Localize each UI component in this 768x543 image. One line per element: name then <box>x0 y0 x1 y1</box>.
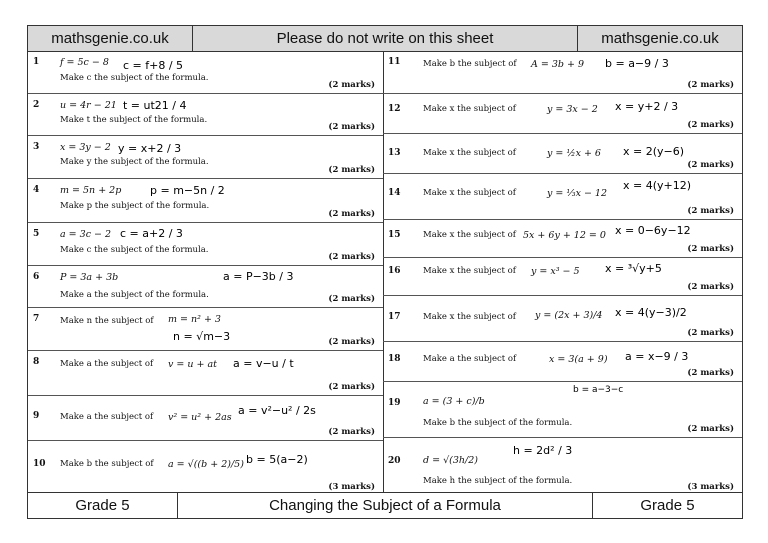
question-marks: (2 marks) <box>687 160 734 170</box>
handwritten-answer: a = x−9 / 3 <box>625 350 689 363</box>
question-text: Make y the subject of the formula. <box>60 157 209 167</box>
question-8 <box>28 351 383 396</box>
question-number: 10 <box>33 459 46 469</box>
question-formula: f = 5c − 8 <box>60 57 109 68</box>
question-text: Make c the subject of the formula. <box>60 73 209 83</box>
handwritten-answer: c = a+2 / 3 <box>120 227 183 240</box>
question-marks: (2 marks) <box>687 368 734 378</box>
question-formula: P = 3a + 3b <box>60 272 119 283</box>
question-text: Make h the subject of the formula. <box>423 476 573 486</box>
question-17 <box>383 296 742 342</box>
question-15 <box>383 220 742 258</box>
question-text: Make x the subject of <box>423 188 516 198</box>
question-formula: m = 5n + 2p <box>60 185 122 196</box>
question-number: 12 <box>388 104 401 114</box>
handwritten-answer: a = v−u / t <box>233 357 294 370</box>
question-text: Make b the subject of <box>60 459 154 469</box>
handwritten-answer: x = 4(y+12) <box>623 179 692 192</box>
question-formula: v = u + at <box>168 359 217 370</box>
question-3 <box>28 136 383 179</box>
question-number: 6 <box>33 272 40 282</box>
worksheet <box>27 25 743 519</box>
question-formula: 5x + 6y + 12 = 0 <box>523 230 606 241</box>
handwritten-answer: y = x+2 / 3 <box>118 142 182 155</box>
footer-grade-left: Grade 5 <box>28 493 178 518</box>
question-text: Make n the subject of <box>60 316 154 326</box>
question-2 <box>28 94 383 136</box>
question-formula: A = 3b + 9 <box>531 59 585 70</box>
handwritten-answer: c = f+8 / 5 <box>123 59 184 72</box>
question-text: Make t the subject of the formula. <box>60 115 208 125</box>
question-number: 19 <box>388 398 401 408</box>
header-site-left: mathsgenie.co.uk <box>28 26 193 51</box>
question-marks: (2 marks) <box>687 244 734 254</box>
handwritten-answer: x = ³√y+5 <box>605 262 662 275</box>
question-formula: x = 3(a + 9) <box>549 354 608 365</box>
question-formula: d = √(3h/2) <box>423 455 478 466</box>
handwritten-answer: b = a−9 / 3 <box>605 57 669 70</box>
question-marks: (2 marks) <box>328 122 375 132</box>
question-marks: (2 marks) <box>687 120 734 130</box>
question-number: 11 <box>388 57 401 67</box>
question-number: 3 <box>33 142 40 152</box>
question-number: 18 <box>388 354 401 364</box>
question-marks: (2 marks) <box>687 424 734 434</box>
question-18 <box>383 342 742 382</box>
question-text: Make x the subject of <box>423 104 516 114</box>
question-marks: (2 marks) <box>328 252 375 262</box>
question-formula: y = x³ − 5 <box>531 266 580 277</box>
question-number: 2 <box>33 100 40 110</box>
question-number: 17 <box>388 312 401 322</box>
question-number: 16 <box>388 266 401 276</box>
handwritten-answer: x = 2(y−6) <box>623 145 685 158</box>
question-formula: y = ⅓x − 12 <box>547 188 608 199</box>
question-number: 20 <box>388 456 401 466</box>
footer-topic: Changing the Subject of a Formula <box>178 493 593 518</box>
question-7 <box>28 308 383 351</box>
footer-bar <box>28 492 742 518</box>
header-bar <box>28 26 742 52</box>
question-formula: x = 3y − 2 <box>60 142 111 153</box>
question-10 <box>28 441 383 495</box>
question-marks: (2 marks) <box>328 382 375 392</box>
question-formula: a = (3 + c)/b <box>423 396 485 407</box>
question-formula: y = 3x − 2 <box>547 104 598 115</box>
question-formula: v² = u² + 2as <box>168 412 232 423</box>
question-14 <box>383 174 742 220</box>
question-marks: (2 marks) <box>328 337 375 347</box>
question-formula: a = √((b + 2)/5) <box>168 459 244 470</box>
question-20 <box>383 438 742 495</box>
handwritten-answer: h = 2d² / 3 <box>513 444 573 457</box>
handwritten-answer: x = y+2 / 3 <box>615 100 679 113</box>
question-5 <box>28 223 383 266</box>
question-1 <box>28 51 383 94</box>
question-formula: u = 4r − 21 <box>60 100 117 111</box>
question-number: 15 <box>388 230 401 240</box>
handwritten-answer: b = a−3−c <box>573 385 624 395</box>
header-warning: Please do not write on this sheet <box>193 26 578 51</box>
question-text: Make x the subject of <box>423 148 516 158</box>
question-text: Make p the subject of the formula. <box>60 201 210 211</box>
question-19 <box>383 382 742 438</box>
question-13 <box>383 134 742 174</box>
question-formula: a = 3c − 2 <box>60 229 112 240</box>
question-number: 4 <box>33 185 40 195</box>
question-formula: m = n² + 3 <box>168 314 221 325</box>
question-number: 1 <box>33 57 40 67</box>
left-column <box>28 51 384 493</box>
handwritten-answer: b = 5(a−2) <box>246 453 308 466</box>
question-marks: (2 marks) <box>687 328 734 338</box>
question-4 <box>28 179 383 223</box>
handwritten-answer: x = 4(y−3)/2 <box>615 306 687 319</box>
question-6 <box>28 266 383 308</box>
question-number: 5 <box>33 229 40 239</box>
right-column <box>383 51 742 493</box>
question-marks: (2 marks) <box>687 206 734 216</box>
question-text: Make b the subject of the formula. <box>423 418 573 428</box>
question-marks: (2 marks) <box>328 427 375 437</box>
question-text: Make a the subject of <box>60 412 154 422</box>
question-text: Make a the subject of the formula. <box>60 290 209 300</box>
question-marks: (2 marks) <box>687 282 734 292</box>
question-12 <box>383 94 742 134</box>
question-marks: (3 marks) <box>328 482 375 492</box>
header-site-right: mathsgenie.co.uk <box>578 26 742 51</box>
question-number: 9 <box>33 411 40 421</box>
question-marks: (2 marks) <box>328 294 375 304</box>
question-number: 13 <box>388 148 401 158</box>
question-marks: (2 marks) <box>328 80 375 90</box>
handwritten-answer: p = m−5n / 2 <box>150 184 225 197</box>
question-text: Make a the subject of <box>60 359 154 369</box>
question-text: Make b the subject of <box>423 59 517 69</box>
question-text: Make a the subject of <box>423 354 517 364</box>
footer-grade-right: Grade 5 <box>640 497 695 514</box>
question-marks: (3 marks) <box>687 482 734 492</box>
question-16 <box>383 258 742 296</box>
handwritten-answer: a = v²−u² / 2s <box>238 404 316 417</box>
question-number: 14 <box>388 188 401 198</box>
question-number: 7 <box>33 314 40 324</box>
question-number: 8 <box>33 357 40 367</box>
handwritten-answer: x = 0−6y−12 <box>615 224 691 237</box>
question-11 <box>383 51 742 94</box>
question-marks: (2 marks) <box>687 80 734 90</box>
handwritten-answer: a = P−3b / 3 <box>223 270 294 283</box>
question-formula: y = (2x + 3)/4 <box>535 310 603 321</box>
handwritten-answer: n = √m−3 <box>173 330 231 343</box>
handwritten-answer: t = ut21 / 4 <box>123 99 187 112</box>
question-text: Make x the subject of <box>423 266 516 276</box>
question-9 <box>28 396 383 441</box>
question-text: Make c the subject of the formula. <box>60 245 209 255</box>
question-marks: (2 marks) <box>328 209 375 219</box>
question-marks: (2 marks) <box>328 165 375 175</box>
question-text: Make x the subject of <box>423 230 516 240</box>
question-formula: y = ½x + 6 <box>547 148 601 159</box>
question-text: Make x the subject of <box>423 312 516 322</box>
